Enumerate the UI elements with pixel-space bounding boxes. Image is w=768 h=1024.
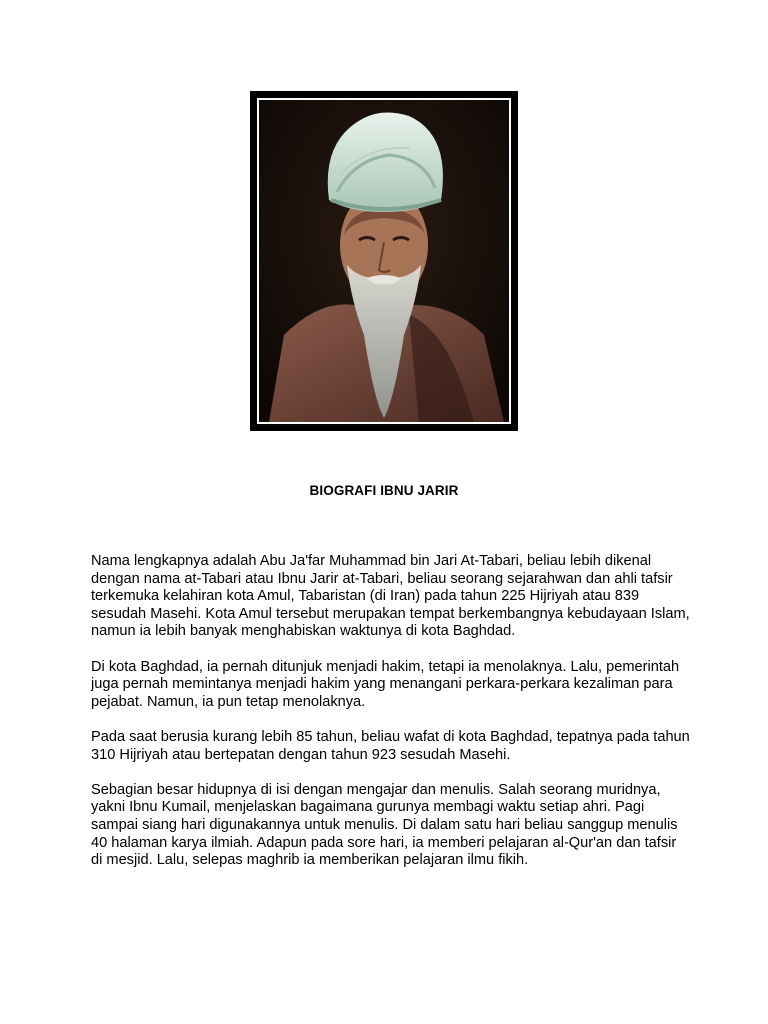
paragraph-3: Pada saat berusia kurang lebih 85 tahun, beliau wafat di kota Baghdad, tepatnya pada tahun 310 Hijriyah atau bertepatan dengan tahun 923 sesudah Masehi. [91,728,690,763]
portrait-frame [250,91,518,431]
document-title: BIOGRAFI IBNU JARIR [309,483,459,498]
paragraph-1: Nama lengkapnya adalah Abu Ja'far Muhammad bin Jari At-Tabari, beliau lebih dikenal dengan nama at-Tabari atau Ibnu Jarir at-Tabari, beliau seorang sejarahwan dan ahli tafsir terkemuka kelahiran kota Amul, Tabaristan (di Iran) pada tahun 225 Hijriyah atau 839 sesudah Masehi. Kota Amul tersebut merupakan tempat berkembangnya kebudayaan Islam, namun ia lebih banyak menghabiskan waktunya di kota Baghdad. [91,553,690,640]
paragraph-2: Di kota Baghdad, ia pernah ditunjuk menjadi hakim, tetapi ia menolaknya. Lalu, pemerintah juga pernah memintanya menjadi hakim yang menangani perkara-perkara kezaliman para pejabat. Namun, ia pun tetap menolaknya. [91,658,680,710]
paragraph-4: Sebagian besar hidupnya di isi dengan mengajar dan menulis. Salah seorang muridnya, yakni Ibnu Kumail, menjelaskan bagaimana gurunya membagi waktu setiap ahri. Pagi sampai siang hari digunakannya untuk menulis. Di dalam satu hari beliau sanggup menulis 40 halaman karya ilmiah. Adapun pada sore hari, ia memberi pelajaran al-Qur'an dan tafsir di mesjid. Lalu, selepas maghrib ia memberikan pelajaran ilmu fikih. [91,781,678,869]
document-body [91,553,691,887]
portrait-image [257,98,511,424]
portrait-illustration [259,100,509,422]
